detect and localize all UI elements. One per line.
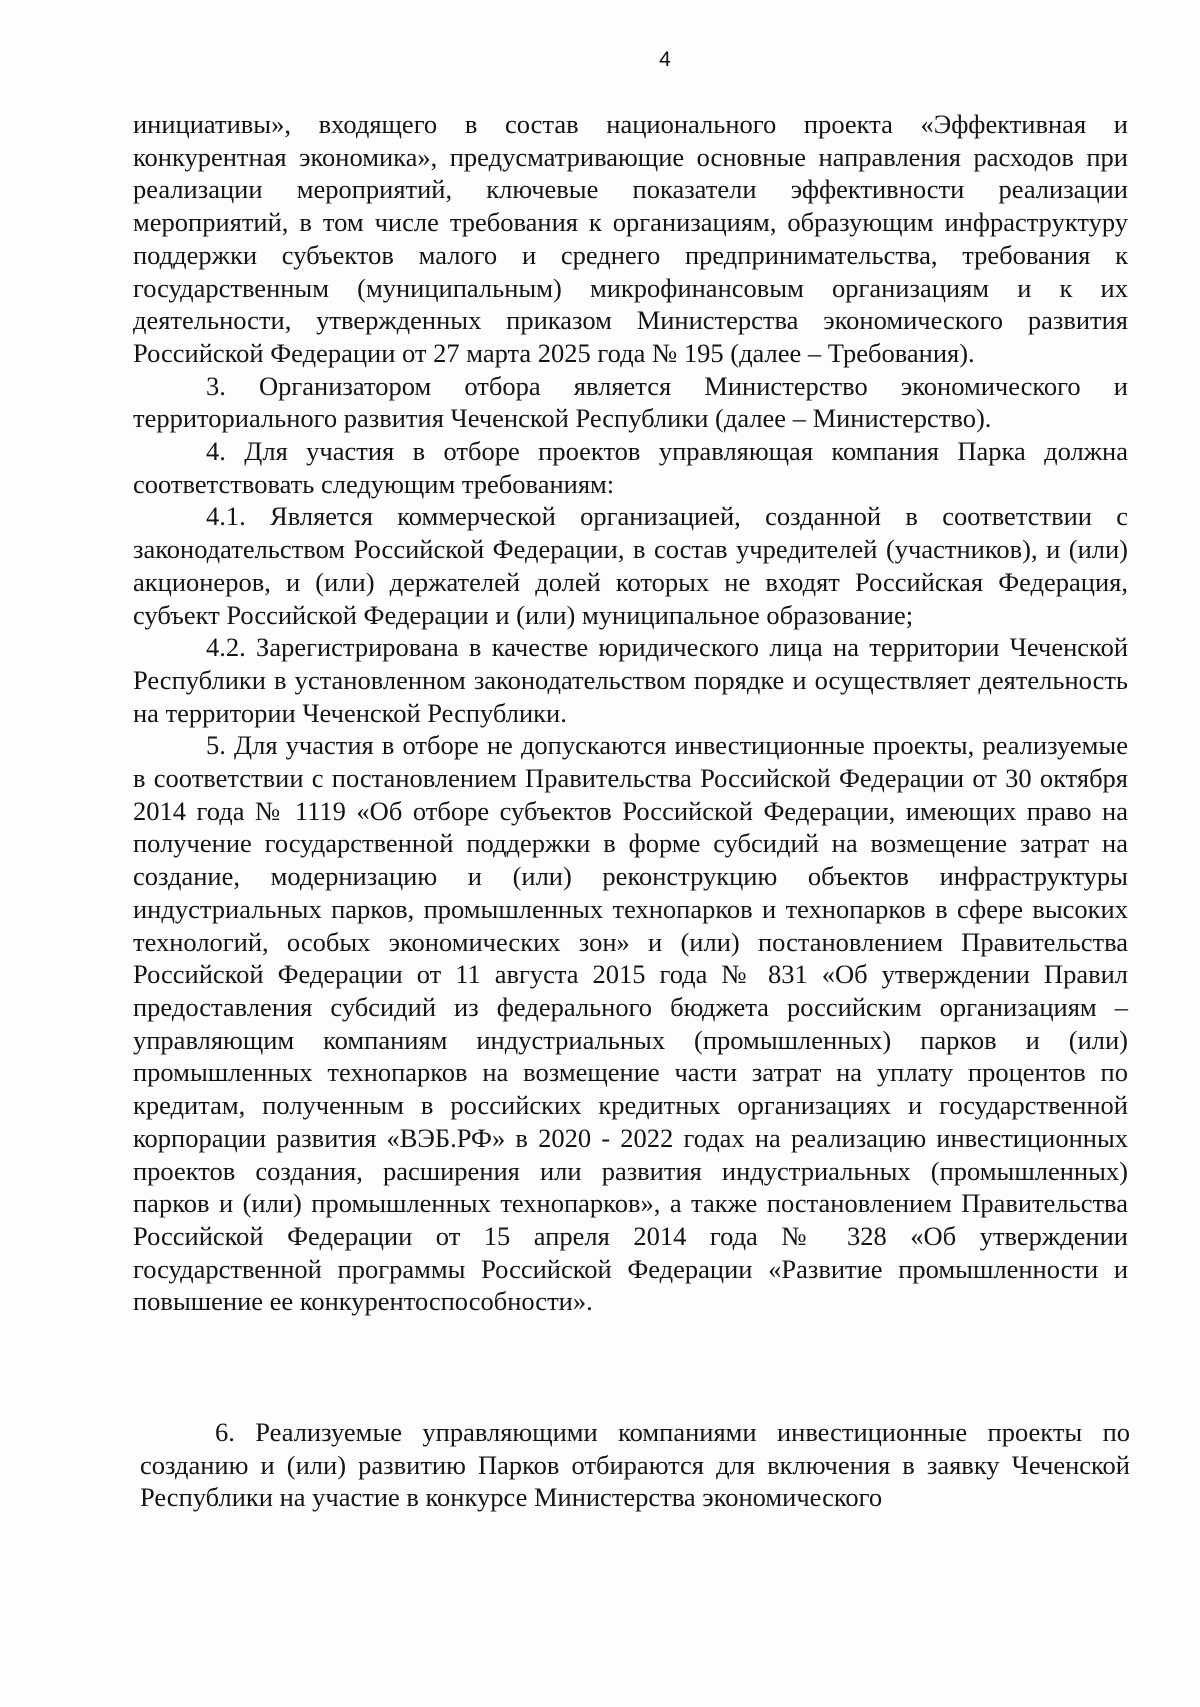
document-body-lower [140,1416,1130,1514]
paragraph-4: 4. Для участия в отборе проектов управляющая компания Парка должна соответствовать следующим требованиям: [133,436,1128,499]
paragraph-3: 3. Организатором отбора является Министерство экономического и территориального развития Чеченской Республики (далее – Министерство). [133,370,1128,434]
paragraph-continuation: инициативы», входящего в состав национального проекта «Эффективная и конкурентная экономика», предусматривающие основные направления расходов при реализации мероприятий, ключевые показатели эффективности реализации мероприятий, в том числе требования к организациям, образующим инфраструктуру поддержки субъектов малого и среднего предпринимательства, требования к государственным (муниципальным) микрофинансовым организациям и к их деятельности, утвержденных приказом Министерства экономического развития Российской Федерации от 27 марта 2025 года № 195 (далее – Требования). [133,109,1128,368]
document-body [133,108,1128,1318]
paragraph-5: 5. Для участия в отборе не допускаются инвестиционные проекты, реализуемые в соответствии с постановлением Правительства Российской Федерации от 30 октября 2014 года № 1119 «Об отборе субъектов Российской Федерации, имеющих право на получение государственной поддержки в форме субсидий на возмещение затрат на создание, модернизацию и (или) реконструкцию объектов инфраструктуры индустриальных парков, промышленных технопарков и технопарков в сфере высоких технологий, особых экономических зон» и (или) постановлением Правительства Российской Федерации от 11 августа 2015 года № 831 «Об утверждении Правил предоставления субсидий из федерального бюджета российским организациям – управляющим компаниям индустриальных (промышленных) парков и (или) промышленных технопарков на возмещение части затрат на уплату процентов по кредитам, полученным в российских кредитных организациях и государственной корпорации развития «ВЭБ.РФ» в 2020 - 2022 годах на реализацию инвестиционных проектов создания, расширения или развития индустриальных (промышленных) парков и (или) промышленных технопарков», а также постановлением Правительства Российской Федерации от 15 апреля 2014 года № 328 «Об утверждении государственной программы Российской Федерации «Развитие промышленности и повышение ее конкурентоспособности». [133,730,1128,1317]
paragraph-4-1: 4.1. Является коммерческой организацией, созданной в соответствии с законодательством Российской Федерации, в состав учредителей (участников), и (или) акционеров, и (или) держателей долей которых не входят Российская Федерация, субъект Российской Федерации и (или) муниципальное образование; [133,501,1128,630]
page-number: 4 [659,48,671,71]
paragraph-4-2: 4.2. Зарегистрирована в качестве юридического лица на территории Чеченской Республики в установленном законодательством порядке и осуществляет деятельность на территории Чеченской Республики. [133,632,1128,728]
paragraph-6: 6. Реализуемые управляющими компаниями инвестиционные проекты по созданию и (или) развитию Парков отбираются для включения в заявку Чеченской Республики на участие в конкурсе Министерства экономического [140,1417,1130,1513]
